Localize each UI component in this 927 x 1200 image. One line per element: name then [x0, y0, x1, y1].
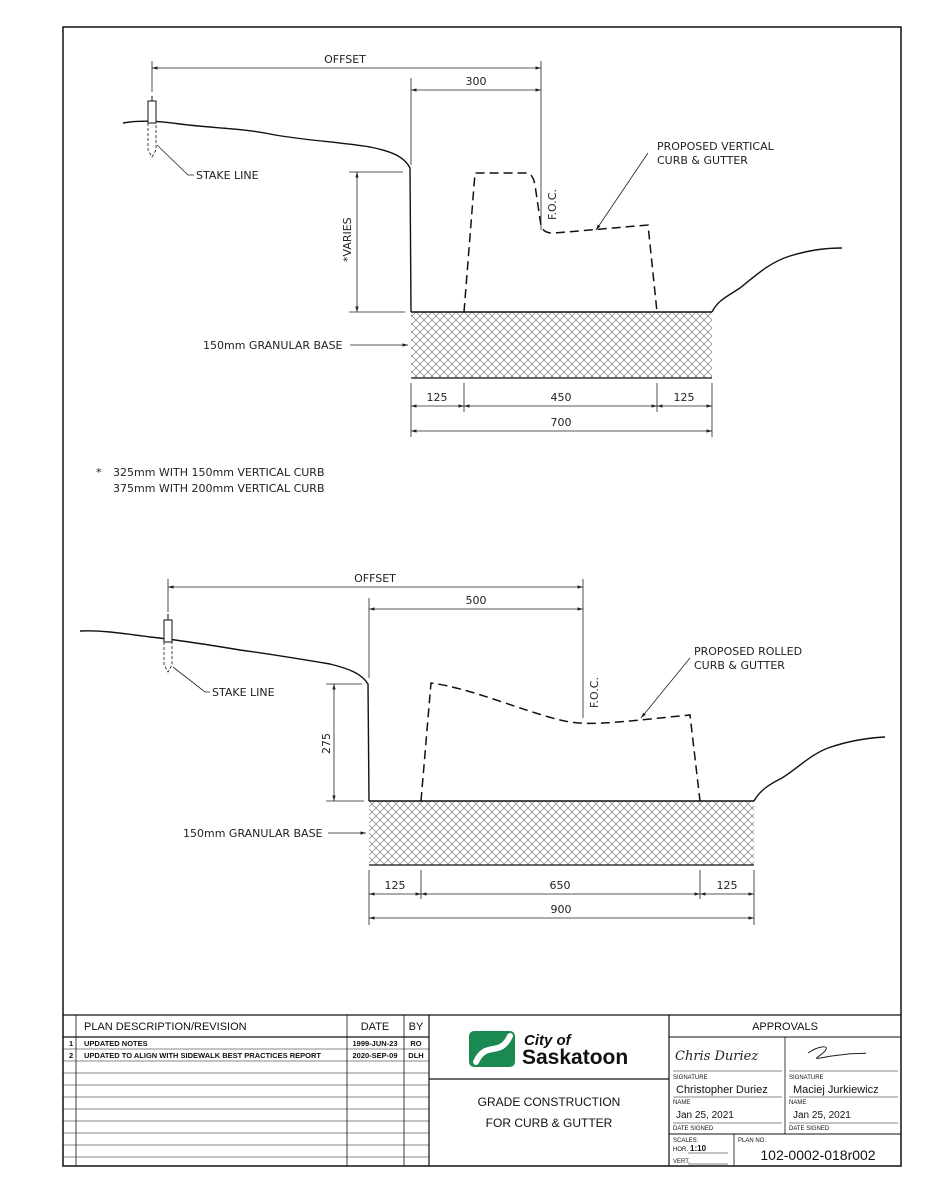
offset-label: OFFSET [324, 53, 366, 66]
detail-vertical-curb [123, 53, 842, 437]
proposed-curb-outline [464, 173, 657, 312]
hor-scale: 1:10 [690, 1144, 707, 1153]
ground-profile-left [80, 631, 369, 801]
dim-curb-offset: 500 [465, 594, 487, 607]
approver-1 [673, 1049, 782, 1132]
foc-label: F.O.C. [588, 677, 601, 708]
logo-mark-icon [469, 1031, 515, 1067]
logo-text-line2: Saskatoon [522, 1046, 629, 1069]
stake-line-label: STAKE LINE [212, 686, 275, 699]
svg-text:*: * [96, 466, 102, 479]
dim-total: 900 [550, 903, 572, 916]
granular-base [411, 312, 712, 378]
svg-text:DATE SIGNED: DATE SIGNED [673, 1126, 714, 1132]
svg-text:SIGNATURE: SIGNATURE [673, 1075, 708, 1081]
revision-table [63, 1015, 429, 1166]
proposed-curb-outline [421, 683, 700, 801]
approver1-name: Christopher Duriez [676, 1084, 768, 1096]
svg-text:PLAN NO.: PLAN NO. [738, 1138, 767, 1144]
approver1-date: Jan 25, 2021 [676, 1110, 734, 1121]
svg-text:NAME: NAME [673, 1100, 691, 1106]
svg-text:SIGNATURE: SIGNATURE [789, 1075, 824, 1081]
svg-text:VERT.: VERT. [673, 1159, 690, 1165]
approver1-signature: Chris Duriez [675, 1049, 759, 1064]
base-label: 150mm GRANULAR BASE [183, 827, 323, 840]
svg-text:2020-SEP-09: 2020-SEP-09 [352, 1051, 398, 1060]
detail-rolled-curb [80, 572, 885, 925]
ground-profile-right [754, 737, 885, 801]
dim-right: 125 [673, 391, 695, 404]
approver2-signature-mark [808, 1047, 866, 1059]
logo-text-line1: City of [524, 1032, 571, 1049]
base-label: 150mm GRANULAR BASE [203, 339, 343, 352]
svg-text:DLH: DLH [408, 1051, 424, 1060]
granular-base [369, 801, 754, 865]
footnote-line1: 325mm WITH 150mm VERTICAL CURB [113, 466, 325, 479]
svg-text:DATE SIGNED: DATE SIGNED [789, 1126, 830, 1132]
stake [148, 101, 156, 123]
title-block [63, 1015, 901, 1166]
rev-header-desc: PLAN DESCRIPTION/REVISION [84, 1021, 247, 1033]
curb-label-line2: CURB & GUTTER [694, 659, 785, 672]
dim-right: 125 [716, 879, 738, 892]
svg-text:SCALES:: SCALES: [673, 1138, 699, 1144]
dim-left: 125 [426, 391, 448, 404]
scales-block [673, 1138, 728, 1165]
dim-mid: 650 [549, 879, 571, 892]
varies-label: *VARIES [341, 217, 354, 262]
svg-text:2: 2 [69, 1051, 74, 1060]
footnote [96, 466, 325, 495]
approver2-name: Maciej Jurkiewicz [793, 1084, 879, 1096]
approvals-header: APPROVALS [752, 1021, 818, 1033]
footnote-line2: 375mm WITH 200mm VERTICAL CURB [113, 482, 325, 495]
stake [164, 620, 172, 642]
drawing-title-line1: GRADE CONSTRUCTION [477, 1095, 621, 1109]
svg-text:HOR.: HOR. [673, 1147, 688, 1153]
offset-label: OFFSET [354, 572, 396, 585]
plan-number: 102-0002-018r002 [760, 1147, 876, 1163]
svg-text:NAME: NAME [789, 1100, 807, 1106]
dim-left: 125 [384, 879, 406, 892]
foc-label: F.O.C. [546, 189, 559, 220]
curb-label-line1: PROPOSED ROLLED [694, 645, 803, 658]
dim-curb-offset: 300 [465, 75, 487, 88]
rev-header-date: DATE [360, 1021, 390, 1033]
curb-label-line2: CURB & GUTTER [657, 154, 748, 167]
dim-mid: 450 [550, 391, 572, 404]
stake-line-label: STAKE LINE [196, 169, 259, 182]
drawing-title-line2: FOR CURB & GUTTER [485, 1116, 613, 1130]
rev-header-by: BY [408, 1021, 424, 1033]
approver-2 [789, 1047, 898, 1132]
height-label: 275 [320, 733, 333, 754]
ground-profile-left [123, 121, 411, 312]
curb-label-line1: PROPOSED VERTICAL [657, 140, 774, 153]
dim-total: 700 [550, 416, 572, 429]
ground-profile-right [712, 248, 842, 312]
city-logo [469, 1031, 628, 1069]
svg-text:1: 1 [69, 1039, 74, 1048]
table-row [69, 1051, 424, 1060]
approver2-date: Jan 25, 2021 [793, 1110, 851, 1121]
table-row [69, 1039, 422, 1048]
svg-text:RO: RO [410, 1039, 422, 1048]
svg-text:UPDATED TO ALIGN WITH SIDEWALK: UPDATED TO ALIGN WITH SIDEWALK BEST PRACTICES REPORT [84, 1051, 321, 1060]
svg-text:1999-JUN-23: 1999-JUN-23 [352, 1039, 398, 1048]
svg-text:UPDATED NOTES: UPDATED NOTES [84, 1039, 148, 1048]
